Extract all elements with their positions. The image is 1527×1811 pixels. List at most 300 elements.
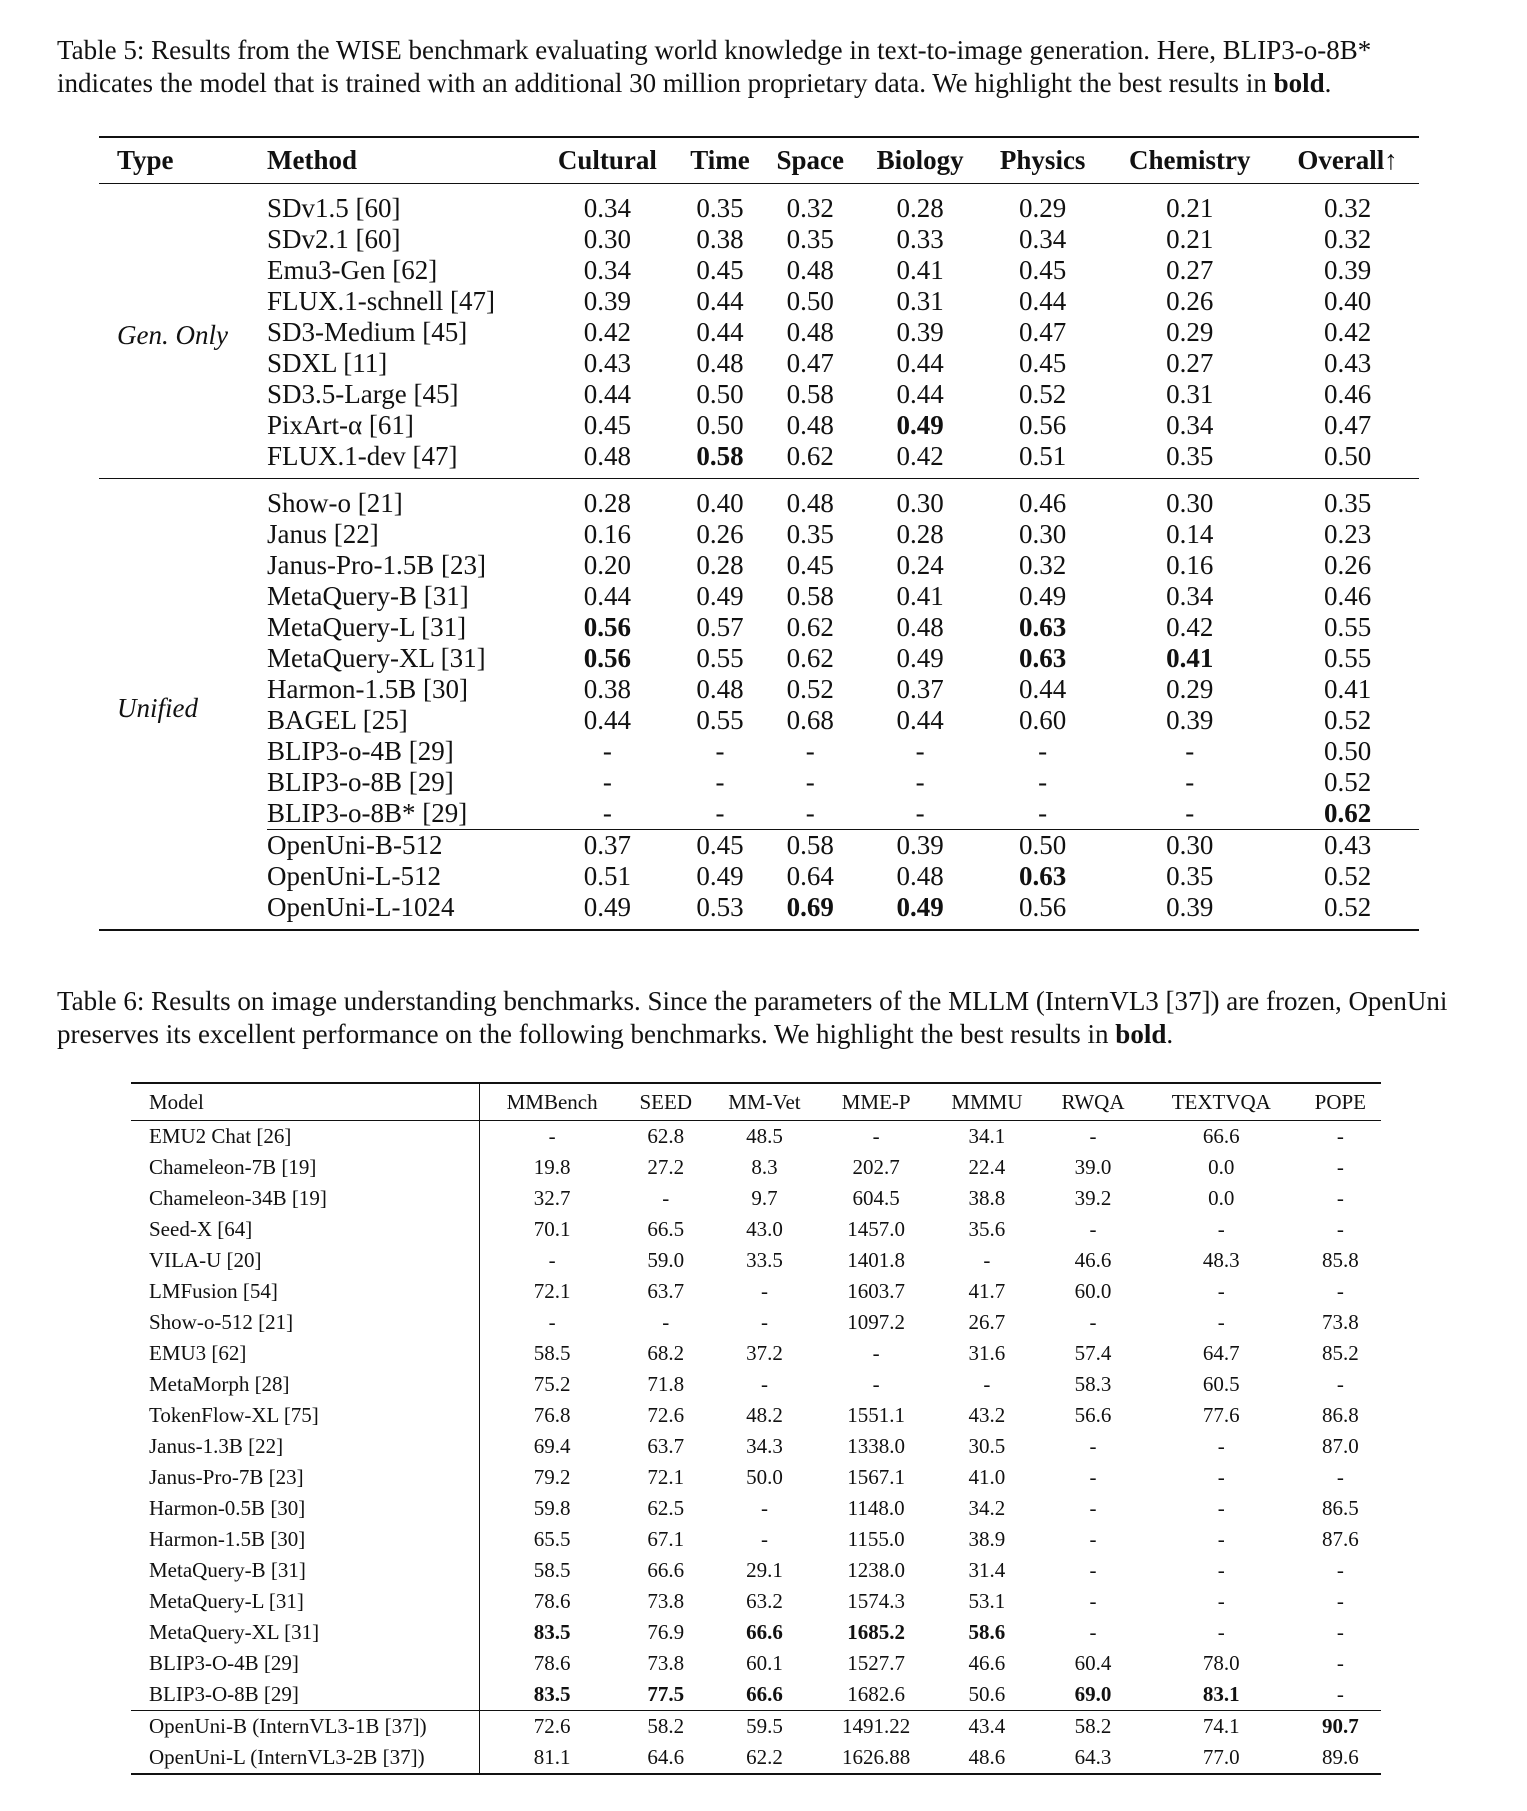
table6-value-cell: -: [1089, 1124, 1097, 1148]
table-row: [99, 767, 1419, 798]
table-row: [99, 255, 1419, 286]
table6-col-seed: SEED: [639, 1089, 692, 1114]
table6-value-cell: -: [1089, 1589, 1097, 1613]
table6-value-cell: 35.6: [968, 1217, 1006, 1241]
table6-value-cell: 1155.0: [847, 1527, 905, 1551]
table5-value-cell: 0.52: [1323, 767, 1372, 797]
table6-value-cell: 62.8: [647, 1124, 685, 1148]
table5-value-cell: 0.27: [1166, 348, 1214, 378]
table6-col-rwqa: RWQA: [1061, 1089, 1125, 1114]
table5-value-cell: -: [1185, 767, 1195, 797]
table5-value-cell: 0.14: [1166, 519, 1214, 549]
table-row: [99, 184, 1419, 225]
table6-value-cell: -: [983, 1372, 991, 1396]
table6-value-cell: 78.6: [533, 1651, 571, 1675]
table5-value-cell-bold: 0.62: [1323, 798, 1372, 828]
table5-value-cell: 0.52: [1323, 705, 1372, 735]
table6-value-cell: 73.8: [647, 1589, 685, 1613]
table5-value-cell: 0.34: [1166, 410, 1214, 440]
table5-value-cell: 0.44: [583, 705, 631, 735]
table6-value-cell: -: [1089, 1217, 1097, 1241]
table6-value-cell: 46.6: [968, 1651, 1006, 1675]
table6-value-cell: 34.2: [968, 1496, 1006, 1520]
table5-value-cell: 0.48: [786, 410, 834, 440]
table5-value-cell: 0.35: [696, 193, 744, 223]
table-row: [99, 798, 1419, 830]
table5-value-cell: 0.39: [1166, 705, 1214, 735]
table6-value-cell: -: [1217, 1620, 1225, 1644]
table6-model-cell: BLIP3-O-8B [29]: [131, 1679, 480, 1711]
table5-value-cell: 0.55: [1323, 643, 1372, 673]
table6-value-cell: 73.8: [647, 1651, 685, 1675]
table6-value-cell: 72.1: [647, 1465, 685, 1489]
table-row: [131, 1307, 1381, 1338]
table6-value-cell-bold: 83.5: [533, 1620, 571, 1644]
table6-baselines: [131, 1121, 1381, 1711]
table6-value-cell: -: [1217, 1310, 1225, 1334]
table6-value-cell-bold: 1685.2: [847, 1620, 906, 1644]
table5-value-cell: 0.44: [896, 348, 944, 378]
table5-method-cell: SDv1.5 [60]: [267, 193, 401, 223]
table6-value-cell: -: [1336, 1651, 1344, 1675]
table6-value-cell: 604.5: [852, 1186, 900, 1210]
table5-value-cell: 0.28: [896, 519, 944, 549]
table5-value-cell: 0.50: [1323, 441, 1372, 471]
table-row: [131, 1742, 1381, 1774]
table5-value-cell: 0.45: [786, 550, 834, 580]
table5-value-cell: 0.33: [896, 224, 944, 254]
table5-value-cell: 0.58: [762, 830, 858, 862]
table5-value-cell: -: [715, 767, 725, 797]
table6-model-cell: Harmon-0.5B [30]: [131, 1493, 480, 1524]
table-row: [99, 317, 1419, 348]
table6-value-cell: 66.5: [647, 1217, 685, 1241]
table5-method-cell: FLUX.1-dev [47]: [267, 441, 458, 471]
table-row: [131, 1338, 1381, 1369]
table5-value-cell: 0.39: [583, 286, 631, 316]
table5-value-cell: [678, 441, 763, 479]
table6-value-cell: -: [1336, 1217, 1344, 1241]
table5-method-cell: BLIP3-o-8B* [29]: [267, 798, 468, 828]
table5-value-cell: -: [1038, 798, 1048, 828]
table6-value-cell: 1574.3: [847, 1589, 906, 1613]
table5-value-cell: 0.49: [583, 892, 631, 922]
table5-value-cell: -: [715, 798, 725, 828]
table6-value-cell: -: [1217, 1465, 1225, 1489]
table5-method-cell: PixArt-α [61]: [267, 410, 414, 440]
table6-value-cell: 64.6: [647, 1745, 685, 1769]
table6-value-cell: 79.2: [533, 1465, 571, 1489]
table6-value-cell: 0.0: [1208, 1155, 1235, 1179]
table6-value-cell-bold: 83.1: [1202, 1682, 1240, 1706]
table5-group-gen-only: [99, 184, 1419, 479]
table6-value-cell: 78.6: [533, 1589, 571, 1613]
table-row: [131, 1276, 1381, 1307]
table5-value-cell-bold: 0.63: [1019, 643, 1067, 673]
table-row: [131, 1369, 1381, 1400]
table5-value-cell: 0.37: [537, 830, 678, 862]
table5-col-physics: Physics: [999, 145, 1086, 175]
table5-value-cell: 0.35: [786, 224, 834, 254]
table6-value-cell: 74.1: [1202, 1714, 1240, 1738]
table5-value-cell: 0.46: [1323, 581, 1372, 611]
table5-value-cell: 0.30: [1019, 519, 1067, 549]
table-row: [99, 348, 1419, 379]
table5-value-cell: 0.26: [696, 519, 744, 549]
table6-value-cell: -: [1336, 1620, 1344, 1644]
table-row: [131, 1400, 1381, 1431]
table6-value-cell: 26.7: [968, 1310, 1006, 1334]
table6-caption-end: .: [1166, 1019, 1174, 1049]
table6-value-cell: -: [872, 1372, 880, 1396]
table5-value-cell: -: [805, 798, 815, 828]
table6-col-pope: POPE: [1314, 1089, 1367, 1114]
table-row: [99, 550, 1419, 581]
table6-openuni: [131, 1711, 1381, 1775]
table5-value-cell: 0.42: [896, 441, 944, 471]
table5-method-cell: OpenUni-B-512: [267, 830, 537, 862]
table6-value-cell: 1551.1: [847, 1403, 906, 1427]
table5-value-cell: [1276, 798, 1419, 830]
table6-value-cell: -: [1217, 1558, 1225, 1582]
table-row: [131, 1555, 1381, 1586]
table5-value-cell: -: [602, 798, 612, 828]
table5-value-cell: 0.45: [696, 255, 744, 285]
table5-value-cell: 0.44: [1019, 286, 1067, 316]
table-row: [99, 830, 1419, 862]
table5-value-cell: -: [915, 767, 925, 797]
table6-value-cell: [1043, 1679, 1143, 1711]
table6-col-mmep: MME-P: [841, 1089, 911, 1114]
table6-value-cell: 63.7: [647, 1279, 685, 1303]
table6-value-cell: 1401.8: [847, 1248, 906, 1272]
table5-type-label: Unified: [117, 693, 198, 723]
table6-model-cell: Chameleon-34B [19]: [131, 1183, 480, 1214]
table5-value-cell: [537, 612, 678, 643]
table5-value-cell: 0.34: [583, 193, 631, 223]
table5-value-cell: 0.41: [896, 255, 944, 285]
table5-group-unified: [99, 479, 1419, 931]
table6-value-cell: [624, 1679, 707, 1711]
table-row: [131, 1524, 1381, 1555]
table6-value-cell: -: [662, 1186, 670, 1210]
table5-value-cell: 0.48: [896, 612, 944, 642]
table6-model-cell: EMU2 Chat [26]: [131, 1121, 480, 1153]
table6-value-cell: 58.2: [1074, 1714, 1112, 1738]
table6-value-cell: 58.5: [533, 1558, 571, 1582]
table-row: [131, 1431, 1381, 1462]
table5-value-cell: 0.49: [696, 861, 744, 891]
table6-value-cell: 1527.7: [847, 1651, 906, 1675]
table5-value-cell: 0.48: [696, 674, 744, 704]
table6-value-cell: 66.6: [1202, 1124, 1240, 1148]
table6-col-mmmu: MMMU: [951, 1089, 1023, 1114]
table6-value-cell: -: [1336, 1372, 1344, 1396]
table5-value-cell: 0.44: [583, 379, 631, 409]
table6-value-cell: -: [1089, 1620, 1097, 1644]
table5-value-cell: 0.32: [1323, 193, 1372, 223]
table6-model-cell: MetaMorph [28]: [131, 1369, 480, 1400]
table5-value-cell: 0.42: [1323, 317, 1372, 347]
table5-method-cell: SD3-Medium [45]: [267, 317, 468, 347]
table5-value-cell: 0.55: [696, 705, 744, 735]
table6-value-cell: 59.0: [647, 1248, 685, 1272]
table5-value-cell: 0.29: [1166, 674, 1214, 704]
table5-value-cell: 0.39: [1323, 255, 1372, 285]
table5-method-cell: BLIP3-o-8B [29]: [267, 767, 454, 797]
table5-value-cell: 0.48: [896, 861, 944, 891]
table5-value-cell: -: [915, 736, 925, 766]
table5-value-cell: 0.31: [1166, 379, 1214, 409]
table5-value-cell: 0.49: [696, 581, 744, 611]
table5-value-cell: 0.29: [1019, 193, 1067, 223]
table6-value-cell: -: [548, 1310, 556, 1334]
table5-value-cell: 0.58: [786, 581, 834, 611]
table6-value-cell: 60.4: [1074, 1651, 1112, 1675]
table6-value-cell: 1097.2: [847, 1310, 906, 1334]
table6-col-model: Model: [131, 1083, 480, 1121]
table5-value-cell-bold: 0.69: [786, 892, 834, 922]
table5-value-cell: 0.26: [1166, 286, 1214, 316]
table6-model-cell: BLIP3-O-4B [29]: [131, 1648, 480, 1679]
table-row: [99, 224, 1419, 255]
table5-value-cell: 0.50: [696, 410, 744, 440]
table6-value-cell: -: [1089, 1496, 1097, 1520]
table-row: [99, 581, 1419, 612]
table5-col-chemistry: Chemistry: [1129, 145, 1251, 175]
table-row: [99, 286, 1419, 317]
table6-value-cell: 86.8: [1321, 1403, 1359, 1427]
table5-value-cell: -: [1185, 798, 1195, 828]
table5-value-cell-bold: 0.56: [583, 643, 631, 673]
table5-value-cell: 0.64: [786, 861, 834, 891]
table6-value-cell: -: [662, 1310, 670, 1334]
table5-col-cultural: Cultural: [557, 145, 657, 175]
table6-value-cell: -: [1089, 1465, 1097, 1489]
table5-method-cell: OpenUni-L-1024: [267, 892, 455, 922]
table5-col-biology: Biology: [876, 145, 964, 175]
table6-model-cell: OpenUni-B (InternVL3-1B [37]): [131, 1711, 480, 1743]
table6-value-cell: -: [548, 1248, 556, 1272]
table6-model-cell: MetaQuery-L [31]: [131, 1586, 480, 1617]
table6-value-cell: 39.0: [1074, 1155, 1112, 1179]
table6-value-cell: 1338.0: [847, 1434, 906, 1458]
table-row: [131, 1648, 1381, 1679]
table6-value-cell: 63.7: [647, 1434, 685, 1458]
table6-value-cell: 53.1: [968, 1589, 1006, 1613]
table6-value-cell: [480, 1679, 625, 1711]
table-row: [99, 861, 1419, 892]
table6-value-cell: -: [1336, 1124, 1344, 1148]
table6-value-cell: 1682.6: [847, 1682, 906, 1706]
table5-value-cell: 0.46: [1019, 488, 1067, 518]
table5-type-label: Gen. Only: [117, 320, 228, 350]
table6-value-cell: 46.6: [1074, 1248, 1112, 1272]
table6-value-cell: -: [1217, 1589, 1225, 1613]
table6-value-cell: 60.5: [1202, 1372, 1240, 1396]
table5-value-cell: 0.50: [982, 830, 1104, 862]
table5-value-cell-bold: 0.58: [696, 441, 744, 471]
table6-value-cell: 27.2: [647, 1155, 685, 1179]
table5-value-cell: 0.45: [1019, 255, 1067, 285]
table5-value-cell: 0.50: [786, 286, 834, 316]
table6-value-cell: 58.2: [647, 1714, 685, 1738]
table5-value-cell: 0.47: [1019, 317, 1067, 347]
table-row: [99, 674, 1419, 705]
table6-model-cell: Chameleon-7B [19]: [131, 1152, 480, 1183]
table5-value-cell: 0.53: [696, 892, 744, 922]
table-row: [131, 1462, 1381, 1493]
table5-value-cell: [858, 410, 982, 441]
table6-model-cell: LMFusion [54]: [131, 1276, 480, 1307]
table6-value-cell: -: [1217, 1279, 1225, 1303]
table5-value-cell: 0.42: [1166, 612, 1214, 642]
table5-value-cell: 0.40: [696, 488, 744, 518]
table5-value-cell: 0.46: [1323, 379, 1372, 409]
table5-value-cell: [537, 643, 678, 674]
table6-model-cell: MetaQuery-B [31]: [131, 1555, 480, 1586]
table6-header-row: [131, 1083, 1381, 1121]
table6-value-cell: 48.3: [1202, 1248, 1240, 1272]
table6-value-cell: -: [1089, 1527, 1097, 1551]
table6-value-cell: 1626.88: [842, 1745, 911, 1769]
table5-method-cell: Janus-Pro-1.5B [23]: [267, 550, 486, 580]
table5-value-cell-bold: 0.63: [1019, 861, 1067, 891]
table5-value-cell: 0.20: [583, 550, 631, 580]
table6-value-cell: 50.6: [968, 1682, 1006, 1706]
table5-value-cell: 0.56: [1019, 410, 1067, 440]
table5-value-cell: 0.68: [786, 705, 834, 735]
table6-value-cell: -: [1217, 1434, 1225, 1458]
table6-model-cell: Harmon-1.5B [30]: [131, 1524, 480, 1555]
table5-value-cell: -: [805, 736, 815, 766]
table6-model-cell: Janus-Pro-7B [23]: [131, 1462, 480, 1493]
table6-value-cell: [480, 1617, 625, 1648]
table6-value-cell: 59.5: [746, 1714, 783, 1738]
table5-value-cell: 0.45: [678, 830, 763, 862]
table6-value-cell: -: [1089, 1434, 1097, 1458]
table5-value-cell: 0.32: [1019, 550, 1067, 580]
table-row: [131, 1586, 1381, 1617]
table5-value-cell: 0.52: [1323, 892, 1372, 922]
table5-value-cell: 0.40: [1323, 286, 1372, 316]
table5-value-cell: -: [602, 736, 612, 766]
table5-value-cell: 0.28: [696, 550, 744, 580]
table-row: [131, 1152, 1381, 1183]
table-row: [99, 643, 1419, 674]
table5-value-cell-bold: 0.56: [583, 612, 631, 642]
table6-value-cell: 77.6: [1202, 1403, 1240, 1427]
table6-value-cell: 32.7: [533, 1186, 571, 1210]
table6-value-cell: 43.4: [968, 1714, 1006, 1738]
table6-value-cell: -: [548, 1124, 556, 1148]
table5-value-cell: 0.44: [1019, 674, 1067, 704]
table5-value-cell: 0.30: [583, 224, 631, 254]
table5-value-cell: 0.43: [583, 348, 631, 378]
table5-method-cell: Harmon-1.5B [30]: [267, 674, 468, 704]
table6-value-cell-bold: 66.6: [746, 1620, 783, 1644]
table5-value-cell: [982, 643, 1104, 674]
table-row: [99, 479, 1419, 520]
table6-value-cell: 64.7: [1202, 1341, 1240, 1365]
table6-value-cell: 22.4: [968, 1155, 1006, 1179]
table6-value-cell: 69.4: [533, 1434, 571, 1458]
table6-value-cell: 77.0: [1202, 1745, 1240, 1769]
table5-value-cell: 0.24: [896, 550, 944, 580]
table6-value-cell-bold: 83.5: [533, 1682, 571, 1706]
table5-value-cell: 0.50: [696, 379, 744, 409]
table6-value-cell: -: [760, 1279, 768, 1303]
table6-model-cell: Show-o-512 [21]: [131, 1307, 480, 1338]
table6-value-cell: 38.8: [968, 1186, 1006, 1210]
table6-model-cell: TokenFlow-XL [75]: [131, 1400, 480, 1431]
table6-value-cell: 73.8: [1321, 1310, 1359, 1334]
table5-value-cell: 0.41: [896, 581, 944, 611]
table6-value-cell: -: [1217, 1496, 1225, 1520]
table5-caption-end: .: [1324, 68, 1332, 98]
table6-value-cell: 58.3: [1074, 1372, 1112, 1396]
table6-value-cell: 65.5: [533, 1527, 571, 1551]
table5-value-cell: 0.48: [786, 488, 834, 518]
table6-value-cell: 56.6: [1074, 1403, 1112, 1427]
table6-model-cell: Seed-X [64]: [131, 1214, 480, 1245]
table6-value-cell: 85.2: [1321, 1341, 1359, 1365]
table6-value-cell: 19.8: [533, 1155, 571, 1179]
table6-value-cell: 34.1: [968, 1124, 1006, 1148]
table6: [131, 1082, 1381, 1775]
table6-value-cell: 8.3: [751, 1155, 778, 1179]
table6-value-cell: 48.5: [746, 1124, 783, 1148]
table6-value-cell: [1300, 1711, 1381, 1743]
table6-value-cell: -: [1336, 1155, 1344, 1179]
table6-value-cell: 48.2: [746, 1403, 783, 1427]
table6-value-cell: 0.0: [1208, 1186, 1235, 1210]
table-row: [131, 1493, 1381, 1524]
table5-value-cell: 0.55: [1323, 612, 1372, 642]
table6-value-cell: 66.6: [647, 1558, 685, 1582]
table6-value-cell: -: [760, 1310, 768, 1334]
table5-method-cell: FLUX.1-schnell [47]: [267, 286, 495, 316]
table-row: [99, 379, 1419, 410]
table5-col-time: Time: [690, 145, 750, 175]
table6-caption-text: Table 6: Results on image understanding benchmarks. Since the parameters of the MLLM (InternVL3 [37]) are frozen, OpenUni preserves its excellent performance on the following benchmarks. We highlight the best results in: [57, 986, 1448, 1049]
table5-caption: [57, 34, 1472, 100]
table6-value-cell: -: [1336, 1558, 1344, 1582]
table5-value-cell-bold: 0.49: [896, 410, 944, 440]
table5-value-cell: 0.51: [583, 861, 631, 891]
table-row: [131, 1245, 1381, 1276]
table5-value-cell: 0.47: [786, 348, 834, 378]
table6-value-cell: [707, 1617, 821, 1648]
table5-value-cell: 0.55: [696, 643, 744, 673]
table-row: [99, 441, 1419, 479]
table5-value-cell: 0.43: [1276, 830, 1419, 862]
table6-value-cell: 89.6: [1321, 1745, 1359, 1769]
table6-value-cell: 81.1: [533, 1745, 571, 1769]
table6-value-cell: 63.2: [746, 1589, 783, 1613]
table5-value-cell: 0.34: [1019, 224, 1067, 254]
table6-value-cell: -: [1336, 1186, 1344, 1210]
table6-value-cell: 70.1: [533, 1217, 571, 1241]
table5-value-cell: 0.51: [1019, 441, 1067, 471]
table6-value-cell: -: [983, 1248, 991, 1272]
table6-value-cell: -: [1217, 1217, 1225, 1241]
table6-value-cell: 62.2: [746, 1745, 783, 1769]
table5-col-space: Space: [776, 145, 845, 175]
table6-value-cell: 87.6: [1321, 1527, 1359, 1551]
table6-value-cell: [1143, 1679, 1300, 1711]
table5-col-method: Method: [267, 145, 357, 175]
